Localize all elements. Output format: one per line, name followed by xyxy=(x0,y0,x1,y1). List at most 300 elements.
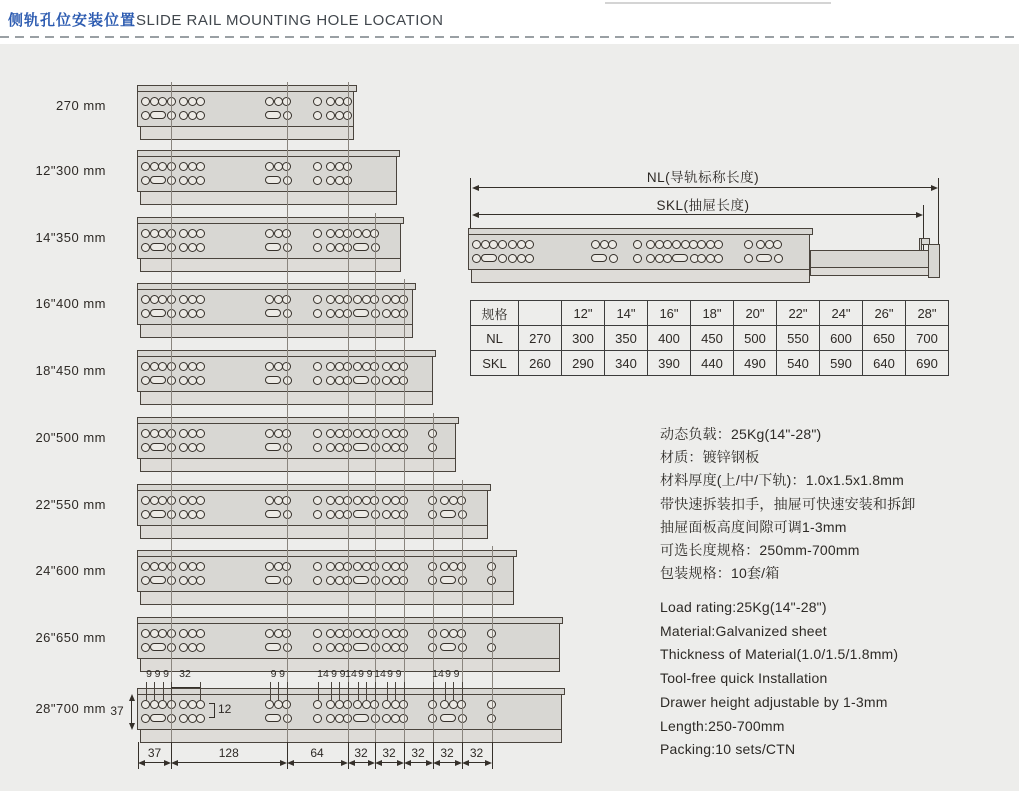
dim-leader xyxy=(270,682,271,701)
spec-line-zh: 动态负载：25Kg(14"-28") xyxy=(660,426,822,442)
spec-line-en: Load rating:25Kg(14"-28") xyxy=(660,599,827,615)
rail-8-hole xyxy=(158,562,167,571)
rail-7-hole xyxy=(196,496,205,505)
dim-leader xyxy=(453,682,454,701)
rail-1-hole xyxy=(141,97,150,106)
rail-7-hole xyxy=(382,510,391,519)
assembly-rail-hole xyxy=(773,240,782,249)
assembly-rail-hole xyxy=(646,240,655,249)
rail-7-hole xyxy=(141,510,150,519)
dim-bottom-arrow-left xyxy=(404,760,411,766)
rail-3-hole xyxy=(265,243,281,251)
rail-6-hole xyxy=(265,429,274,438)
skl-dim-line-arrow-right xyxy=(916,212,923,218)
table-header-cell: 24" xyxy=(820,301,863,326)
rail-6-hole xyxy=(179,443,188,452)
assembly-rail-hole xyxy=(697,240,706,249)
rail-2-hole xyxy=(313,176,322,185)
rail-7-hole xyxy=(158,496,167,505)
dim-bottom-label: 37 xyxy=(147,746,162,760)
rail-5-hole xyxy=(196,376,205,385)
rail-6-hole xyxy=(265,443,281,451)
rail-1-hole xyxy=(196,97,205,106)
assembly-rail-hole xyxy=(498,254,507,263)
rail-6-hole xyxy=(179,429,188,438)
rail-8-hole xyxy=(440,562,449,571)
dim-bottom-arrow-right xyxy=(280,760,287,766)
rail-10-hole xyxy=(353,714,369,722)
rail-7-hole xyxy=(353,496,362,505)
rail-row-label: 16"400 mm xyxy=(35,296,106,311)
rail-9-hole xyxy=(141,643,150,652)
rail-7-body xyxy=(137,490,488,526)
table-cell: 590 xyxy=(820,351,863,376)
rail-9-hole xyxy=(382,629,391,638)
dim-leader xyxy=(318,682,319,701)
dim-leader xyxy=(395,682,396,701)
spec-line-zh: 材料厚度(上/中/下轨)：1.0x1.5x1.8mm xyxy=(660,472,905,489)
rail-4-hole xyxy=(141,309,150,318)
table-cell: 690 xyxy=(906,351,949,376)
dim-leader xyxy=(163,682,164,701)
dim-label-top: 9 xyxy=(395,668,402,680)
rail-7-hole xyxy=(265,496,274,505)
dim-leader xyxy=(171,682,172,701)
rail-8-hole xyxy=(353,576,369,584)
rail-8-hole xyxy=(179,562,188,571)
table-header-row xyxy=(471,301,949,326)
rail-10-hole xyxy=(382,714,391,723)
spec-line-zh: 包装规格：10套/箱 xyxy=(660,565,780,582)
rail-7-hole xyxy=(440,496,449,505)
rail-10-strip xyxy=(140,729,562,743)
assembly-rail-hole xyxy=(591,240,600,249)
rail-4-hole xyxy=(353,309,369,317)
rail-8-hole xyxy=(179,576,188,585)
grid-vline xyxy=(492,546,493,744)
rail-7-hole xyxy=(353,510,369,518)
rail-7-hole xyxy=(313,496,322,505)
assembly-rail-hole xyxy=(744,240,753,249)
rail-10-hole xyxy=(179,700,188,709)
rail-8-hole xyxy=(141,562,150,571)
rail-2-hole xyxy=(179,162,188,171)
assembly-rail-hole xyxy=(774,254,783,263)
rail-1-hole xyxy=(326,97,335,106)
rail-5-hole xyxy=(382,362,391,371)
table-cell: 350 xyxy=(605,326,648,351)
page-title xyxy=(8,9,443,30)
rail-5-hole xyxy=(179,376,188,385)
dim-bottom-arrow-right xyxy=(455,760,462,766)
rail-4-body xyxy=(137,289,413,325)
rail-5-hole xyxy=(150,376,166,384)
rail-8-hole xyxy=(265,576,281,584)
rail-9-hole xyxy=(353,629,362,638)
dim-bottom-arrow-right xyxy=(341,760,348,766)
rail-4-hole xyxy=(313,295,322,304)
dim-bottom-label: 128 xyxy=(218,746,239,760)
table-cell: 500 xyxy=(734,326,777,351)
rail-6-hole xyxy=(313,429,322,438)
assembly-rail-hole xyxy=(672,254,688,262)
rail-9-hole xyxy=(326,629,335,638)
rail-1-hole xyxy=(326,111,335,120)
dim-label-top: 14 xyxy=(345,668,357,680)
assembly-rail-hole xyxy=(472,240,481,249)
rail-5-hole xyxy=(382,376,391,385)
dim-leader xyxy=(200,682,201,701)
rail-5-hole xyxy=(353,376,369,384)
rail-6-strip xyxy=(140,458,456,472)
rail-5-hole xyxy=(141,362,150,371)
dim-bottom-arrow-left xyxy=(348,760,355,766)
skl-dim-label: SKL(抽屉长度) xyxy=(656,198,750,213)
nl-dim-line-arrow-left xyxy=(472,185,479,191)
rail-7-hole xyxy=(265,510,281,518)
grid-vline xyxy=(348,82,349,744)
rail-6-hole xyxy=(141,443,150,452)
nl-ext-left xyxy=(470,178,471,232)
dim-bottom-label: 32 xyxy=(354,746,368,760)
rail-9-hole xyxy=(326,643,335,652)
rail-3-hole xyxy=(326,243,335,252)
skl-dim-line xyxy=(477,214,918,215)
rail-row-label: 18"450 mm xyxy=(35,363,106,378)
rail-4-hole xyxy=(141,295,150,304)
rail-6-hole xyxy=(158,429,167,438)
rail-4-hole xyxy=(382,295,391,304)
table-cell: 400 xyxy=(648,326,691,351)
dim-leader xyxy=(404,682,405,701)
rail-9-hole xyxy=(265,629,274,638)
rail-7-hole xyxy=(440,510,456,518)
page-title-zh: 侧轨孔位安装位置 xyxy=(8,12,137,29)
rail-10-hole xyxy=(326,714,335,723)
dim-12-line xyxy=(214,703,215,718)
rail-4-hole xyxy=(150,309,166,317)
rail-5-hole xyxy=(326,376,335,385)
rail-1-hole xyxy=(150,111,166,119)
rail-9-hole xyxy=(353,643,369,651)
rail-7-hole xyxy=(382,496,391,505)
grid-vline xyxy=(375,213,376,744)
rail-7-strip xyxy=(140,525,488,539)
dim-leader xyxy=(366,682,367,701)
table-cell: 270 xyxy=(519,326,562,351)
spec-line-en: Length:250-700mm xyxy=(660,717,785,734)
rail-10-hole xyxy=(179,714,188,723)
spec-line-zh: 可选长度规格：250mm-700mm xyxy=(660,542,860,558)
dashed-divider xyxy=(0,36,1019,38)
rail-4-hole xyxy=(326,309,335,318)
rail-4-hole xyxy=(265,309,281,317)
rail-7-hole xyxy=(313,510,322,519)
rail-7-hole xyxy=(326,510,335,519)
rail-5-hole xyxy=(353,362,362,371)
rail-3-hole xyxy=(196,229,205,238)
dim-label-top: 9 xyxy=(146,668,152,680)
dim-leader xyxy=(433,682,434,701)
table-header-cell: 12" xyxy=(562,301,605,326)
rail-6-hole xyxy=(196,443,205,452)
rail-4-hole xyxy=(196,295,205,304)
rail-2-hole xyxy=(265,176,281,184)
dim-bottom-label: 32 xyxy=(411,746,425,760)
dim-bottom-label: 32 xyxy=(382,746,396,760)
rail-2-hole xyxy=(326,176,335,185)
rail-10-hole xyxy=(265,714,281,722)
rail-7-hole xyxy=(150,510,166,518)
rail-4-hole xyxy=(158,295,167,304)
table-header-cell: 22" xyxy=(777,301,820,326)
dim-bottom-arrow-left xyxy=(433,760,440,766)
rail-row-label: 14"350 mm xyxy=(35,230,106,245)
dim-label-top: 9 xyxy=(387,668,393,680)
dim-leader xyxy=(348,682,349,701)
dim-leader xyxy=(375,682,376,701)
assembly-rail-hole xyxy=(633,254,642,263)
dim-bottom xyxy=(292,762,343,763)
rail-2-hole xyxy=(196,162,205,171)
nl-dim-label: NL(导轨标称长度) xyxy=(646,170,760,185)
rail-8-hole xyxy=(440,576,456,584)
assembly-rail-hole xyxy=(697,254,706,263)
dim-label-top: 9 xyxy=(445,668,451,680)
dim-37-label: 37 xyxy=(110,704,124,718)
table-cell: 390 xyxy=(648,351,691,376)
spec-line-en: Drawer height adjustable by 1-3mm xyxy=(660,693,888,710)
assembly-rail-hole xyxy=(672,240,681,249)
spec-line-zh: 带快速拆装扣手，抽屉可快速安装和拆卸 xyxy=(660,495,916,512)
table-cell: 700 xyxy=(906,326,949,351)
rail-8-hole xyxy=(265,562,274,571)
table-cell: 600 xyxy=(820,326,863,351)
rail-7-hole xyxy=(326,496,335,505)
rail-5-hole xyxy=(265,362,274,371)
dim-bottom-label: 32 xyxy=(440,746,454,760)
rail-2-hole xyxy=(141,162,150,171)
rail-9-hole xyxy=(440,643,456,651)
dim-37-height-arrow-down xyxy=(129,723,135,730)
rail-8-hole xyxy=(326,576,335,585)
rail-3-hole xyxy=(158,229,167,238)
rail-2-hole xyxy=(179,176,188,185)
rail-7-hole xyxy=(196,510,205,519)
rail-3-strip xyxy=(140,258,401,272)
rail-4-hole xyxy=(196,309,205,318)
rail-8-hole xyxy=(326,562,335,571)
rail-row-label: 12"300 mm xyxy=(35,163,106,178)
rail-5-hole xyxy=(313,362,322,371)
size-table xyxy=(470,300,949,376)
table-cell: 450 xyxy=(691,326,734,351)
dim-bottom xyxy=(467,762,487,763)
rail-4-hole xyxy=(265,295,274,304)
dim-bottom-arrow-left xyxy=(138,760,145,766)
rail-9-hole xyxy=(313,643,322,652)
rail-4-hole xyxy=(313,309,322,318)
spec-line-zh: 抽屉面板高度间隙可调1-3mm xyxy=(660,518,847,535)
rail-row-label: 22"550 mm xyxy=(35,497,106,512)
rail-5-hole xyxy=(265,376,281,384)
rail-9-hole xyxy=(382,643,391,652)
dim-label-top: 14 xyxy=(317,668,329,680)
rail-6-hole xyxy=(382,429,391,438)
rail-1-hole xyxy=(158,97,167,106)
spec-line-en: Thickness of Material(1.0/1.5/1.8mm) xyxy=(660,646,899,663)
rail-2-strip xyxy=(140,191,397,205)
table-cell: SKL xyxy=(471,351,519,376)
dim-label-top: 9 xyxy=(331,668,337,680)
nl-dim-line xyxy=(477,187,933,188)
rail-8-hole xyxy=(141,576,150,585)
dim-37-height-arrow-up xyxy=(129,694,135,701)
assembly-rail-hole xyxy=(508,240,517,249)
rail-9-hole xyxy=(141,629,150,638)
table-header-cell xyxy=(519,301,562,326)
dim-leader xyxy=(339,682,340,701)
page-title-en: SLIDE RAIL MOUNTING HOLE LOCATION xyxy=(136,12,444,29)
rail-3-hole xyxy=(196,243,205,252)
rail-6-hole xyxy=(353,429,362,438)
table-cell: 650 xyxy=(863,326,906,351)
rail-9-hole xyxy=(179,629,188,638)
inner-rail-bar xyxy=(810,250,932,268)
dim-12-tick-top xyxy=(209,703,215,704)
dim-leader xyxy=(445,682,446,701)
rail-1-hole xyxy=(313,97,322,106)
assembly-rail-strip xyxy=(471,269,810,283)
dim-leader xyxy=(462,682,463,701)
rail-6-hole xyxy=(150,443,166,451)
rail-3-hole xyxy=(141,243,150,252)
rail-7-hole xyxy=(179,510,188,519)
rail-4-hole xyxy=(382,309,391,318)
assembly-rail-hole xyxy=(714,240,723,249)
rail-1-hole xyxy=(179,97,188,106)
table-cell: 540 xyxy=(777,351,820,376)
rail-row-label: 24"600 mm xyxy=(35,563,106,578)
table-header-cell: 28" xyxy=(906,301,949,326)
top-divider-line xyxy=(605,2,831,4)
assembly-rail-hole xyxy=(663,254,672,263)
dim-bottom-arrow-right xyxy=(426,760,433,766)
rail-1-hole xyxy=(196,111,205,120)
dim-bottom-arrow-left xyxy=(375,760,382,766)
assembly-rail-hole xyxy=(508,254,517,263)
rail-2-hole xyxy=(150,176,166,184)
inner-rail-strip xyxy=(810,267,936,276)
rail-10-hole xyxy=(196,714,205,723)
table-row xyxy=(471,326,949,351)
dim-bottom-arrow-right xyxy=(397,760,404,766)
assembly-rail-hole xyxy=(608,240,617,249)
table-cell: 640 xyxy=(863,351,906,376)
dim-label-top: 9 xyxy=(279,668,285,680)
rail-10-hole xyxy=(141,714,150,723)
table-header-cell: 16" xyxy=(648,301,691,326)
rail-8-hole xyxy=(382,576,391,585)
table-header-cell: 26" xyxy=(863,301,906,326)
rail-6-hole xyxy=(353,443,369,451)
rail-2-hole xyxy=(141,176,150,185)
assembly-rail-hole xyxy=(714,254,723,263)
assembly-rail-hole xyxy=(633,240,642,249)
rail-9-hole xyxy=(440,629,449,638)
table-cell: NL xyxy=(471,326,519,351)
assembly-rail-hole xyxy=(591,254,607,262)
rail-3-hole xyxy=(353,229,362,238)
nl-ext-right xyxy=(938,178,939,246)
table-cell: 260 xyxy=(519,351,562,376)
dim-label-top: 9 xyxy=(358,668,364,680)
rail-7-hole xyxy=(141,496,150,505)
dim-leader xyxy=(287,682,288,701)
rail-9-hole xyxy=(150,643,166,651)
assembly-rail-hole xyxy=(481,254,497,262)
assembly-rail-hole xyxy=(498,240,507,249)
table-row xyxy=(471,351,949,376)
rail-3-hole xyxy=(179,229,188,238)
dim-bottom xyxy=(176,762,282,763)
rail-10-hole xyxy=(440,714,456,722)
rail-2-hole xyxy=(158,162,167,171)
rail-3-hole xyxy=(179,243,188,252)
dim-bottom-label: 32 xyxy=(469,746,484,760)
dim-label-top: 14 xyxy=(432,668,444,680)
table-header-cell: 14" xyxy=(605,301,648,326)
assembly-rail-hole xyxy=(756,240,765,249)
dim-bottom-arrow-right xyxy=(368,760,375,766)
rail-1-hole xyxy=(313,111,322,120)
rail-1-hole xyxy=(179,111,188,120)
assembly-rail-hole xyxy=(744,254,753,263)
rail-5-hole xyxy=(326,362,335,371)
rail-6-hole xyxy=(382,443,391,452)
rail-6-hole xyxy=(326,443,335,452)
rail-9-hole xyxy=(179,643,188,652)
rail-4-hole xyxy=(179,309,188,318)
rail-row-label: 28"700 mm xyxy=(35,701,106,716)
dim-leader xyxy=(358,682,359,701)
rail-6-hole xyxy=(141,429,150,438)
grid-vline xyxy=(462,480,463,744)
rail-4-hole xyxy=(353,295,362,304)
dim-bar-32 xyxy=(171,687,200,688)
rail-2-hole xyxy=(196,176,205,185)
dim-bottom-arrow-right xyxy=(485,760,492,766)
dim-leader xyxy=(387,682,388,701)
rail-row-label: 26"650 mm xyxy=(35,630,106,645)
rail-9-hole xyxy=(313,629,322,638)
rail-6-hole xyxy=(313,443,322,452)
rail-6-hole xyxy=(196,429,205,438)
dim-bottom-label: 64 xyxy=(310,746,324,760)
dim-label-top: 9 xyxy=(270,668,277,680)
dim-bottom-arrow-left xyxy=(462,760,469,766)
dim-bottom-arrow-left xyxy=(287,760,294,766)
rail-10-hole xyxy=(313,714,322,723)
table-cell: 300 xyxy=(562,326,605,351)
dim-bottom-arrow-left xyxy=(171,760,178,766)
spec-line-en: Material:Galvanized sheet xyxy=(660,622,827,639)
rail-4-hole xyxy=(179,295,188,304)
dim-bottom xyxy=(143,762,166,763)
dim-12-label: 12 xyxy=(218,702,232,716)
rail-2-hole xyxy=(326,162,335,171)
dim-label-top: 14 xyxy=(374,668,386,680)
